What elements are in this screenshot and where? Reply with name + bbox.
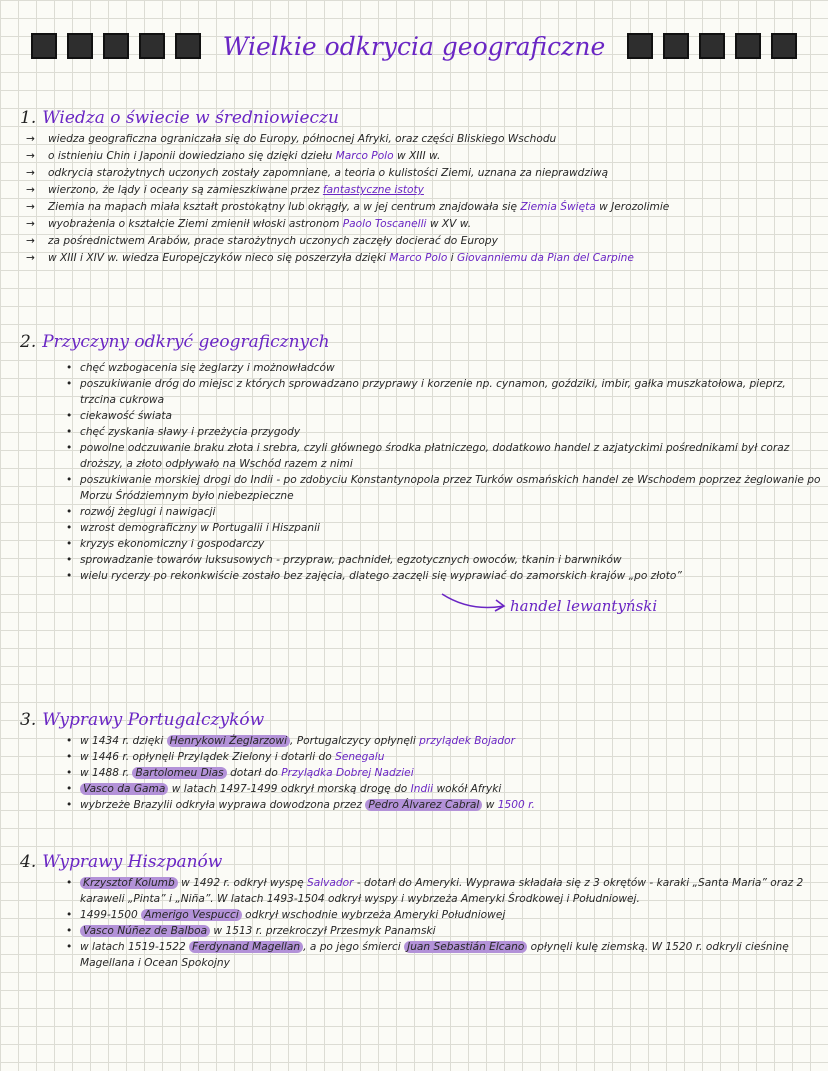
- list-item: → odkrycia starożytnych uczonych zostały zapomniane, a teoria o kulistości Ziemi, uznana za nieprawdziwą: [48, 165, 822, 182]
- list-item: → Ziemia na mapach miała kształt prostokątny lub okrągły, a w jej centrum znajdowała się Ziemia Święta w Jerozolimie: [48, 199, 822, 216]
- bullet-list: [0, 875, 828, 971]
- list-item: • Krzysztof Kolumb w 1492 r. odkrył wyspę Salvador - dotarł do Ameryki. Wyprawa składała się z 3 okrętów - karaki „Santa Maria” oraz 2 karaweli „Pinta” i „Niña”. W latach 1493-1504 odkrył wyspy i wybrzeża Ameryki Środkowej i Południowej.: [80, 875, 822, 907]
- list-item: • w 1488 r. Bartolomeu Dias dotarł do Przylądka Dobrej Nadziei: [80, 765, 822, 781]
- square-icon: [627, 33, 653, 59]
- section-medieval-knowledge: [0, 108, 828, 267]
- square-icon: [175, 33, 201, 59]
- section-causes: [0, 332, 828, 584]
- list-item: • chęć zyskania sławy i przeżycia przygody: [80, 424, 822, 440]
- title-row: [0, 22, 828, 70]
- section-number: 1.: [20, 108, 37, 128]
- list-item: → o istnieniu Chin i Japonii dowiedziano się dzięki dziełu Marco Polo w XIII w.: [48, 148, 822, 165]
- section-title: Wyprawy Portugalczyków: [42, 710, 265, 730]
- list-item: • w 1446 r. opłynęli Przylądek Zielony i dotarli do Senegalu: [80, 749, 822, 765]
- section-heading: [0, 710, 828, 730]
- list-item: → wiedza geograficzna ograniczała się do Europy, północnej Afryki, oraz części Bliskiego Wschodu: [48, 131, 822, 148]
- list-item: • kryzys ekonomiczny i gospodarczy: [80, 536, 822, 552]
- list-item: • ciekawość świata: [80, 408, 822, 424]
- list-item: • poszukiwanie morskiej drogi do Indii - po zdobyciu Konstantynopola przez Turków osmańskich handel ze Wschodem poprzez żeglowanie po Morzu Śródziemnym było niebezpieczne: [80, 472, 822, 504]
- list-item: • rozwój żeglugi i nawigacji: [80, 504, 822, 520]
- section-portuguese-voyages: [0, 710, 828, 813]
- section-heading: [0, 332, 828, 352]
- list-item: → wyobrażenia o kształcie Ziemi zmienił włoski astronom Paolo Toscanelli w XV w.: [48, 216, 822, 233]
- list-item: → w XIII i XIV w. wiedza Europejczyków nieco się poszerzyła dzięki Marco Polo i Giovanniemu da Pian del Carpine: [48, 250, 822, 267]
- list-item: • sprowadzanie towarów luksusowych - przypraw, pachnideł, egzotycznych owoców, tkanin i barwników: [80, 552, 822, 568]
- section-title: Wiedza o świecie w średniowieczu: [42, 108, 339, 128]
- section-number: 3.: [20, 710, 37, 730]
- square-icon: [67, 33, 93, 59]
- square-icon: [663, 33, 689, 59]
- list-item: • Vasco da Gama w latach 1497-1499 odkrył morską drogę do Indii wokół Afryki: [80, 781, 822, 797]
- list-item: • w latach 1519-1522 Ferdynand Magellan , a po jego śmierci Juan Sebastián Elcano opłynęli kulę ziemską. W 1520 r. odkryli cieśninę Magellana i Ocean Spokojny: [80, 939, 822, 971]
- square-icon: [771, 33, 797, 59]
- section-title: Przyczyny odkryć geograficznych: [42, 332, 330, 352]
- section-title: Wyprawy Hiszpanów: [42, 852, 223, 872]
- section-heading: [0, 108, 828, 128]
- list-item: • wybrzeże Brazylii odkryła wyprawa dowodzona przez Pedro Álvarez Cabral w 1500 r.: [80, 797, 822, 813]
- page-title: Wielkie odkrycia geograficzne: [222, 31, 606, 61]
- square-icon: [139, 33, 165, 59]
- list-item: • w 1434 r. dzięki Henrykowi Żeglarzowi , Portugalczycy opłynęli przylądek Bojador: [80, 733, 822, 749]
- list-item: • powolne odczuwanie braku złota i srebra, czyli głównego środka płatniczego, dodatkowo handel z azjatyckimi pośrednikami był coraz droższy, a złoto odpływało na Wschód razem z nimi: [80, 440, 822, 472]
- section-number: 4.: [20, 852, 37, 872]
- square-icon: [699, 33, 725, 59]
- section-heading: [0, 852, 828, 872]
- square-icon: [735, 33, 761, 59]
- list-item: • 1499-1500 Amerigo Vespucci odkrył wschodnie wybrzeża Ameryki Południowej: [80, 907, 822, 923]
- section-number: 2.: [20, 332, 37, 352]
- arrow-list: [0, 131, 828, 267]
- bullet-list: [0, 360, 828, 584]
- bullet-list: [0, 733, 828, 813]
- list-item: • wielu rycerzy po rekonkwiście zostało bez zajęcia, dlatego zaczęli się wyprawiać do zamorskich krajów „po złoto”: [80, 568, 822, 584]
- list-item: → wierzono, że lądy i oceany są zamieszkiwane przez fantastyczne istoty: [48, 182, 822, 199]
- list-item: • wzrost demograficzny w Portugalii i Hiszpanii: [80, 520, 822, 536]
- margin-note: handel lewantyński: [510, 597, 658, 615]
- section-spanish-voyages: [0, 852, 828, 971]
- list-item: • poszukiwanie dróg do miejsc z których sprowadzano przyprawy i korzenie np. cynamon, goździki, imbir, gałka muszkatołowa, pieprz, trzcina cukrowa: [80, 376, 822, 408]
- square-icon: [103, 33, 129, 59]
- list-item: • chęć wzbogacenia się żeglarzy i możnowładców: [80, 360, 822, 376]
- list-item: • Vasco Núñez de Balboa w 1513 r. przekroczył Przesmyk Panamski: [80, 923, 822, 939]
- square-icon: [31, 33, 57, 59]
- arrow-icon: [440, 590, 510, 620]
- list-item: → za pośrednictwem Arabów, prace starożytnych uczonych zaczęły docierać do Europy: [48, 233, 822, 250]
